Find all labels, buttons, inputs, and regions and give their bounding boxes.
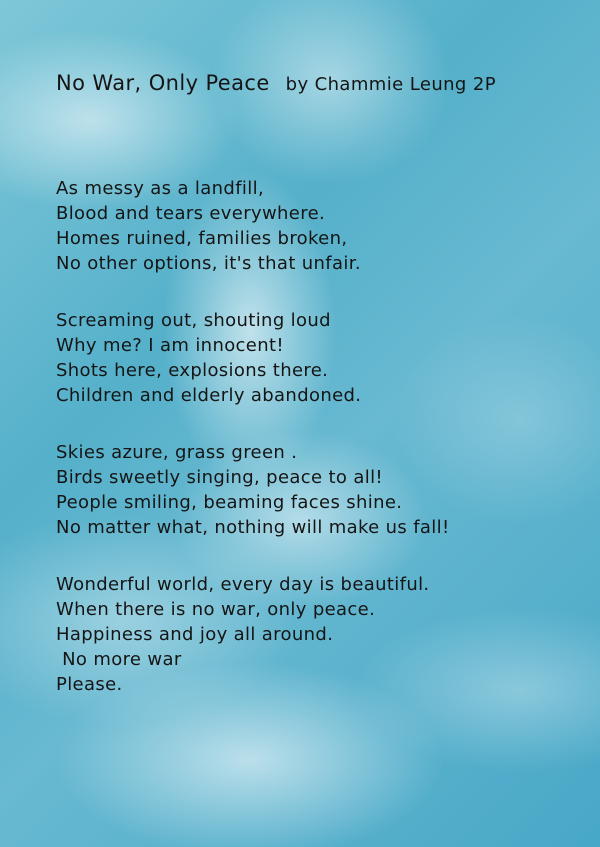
poem-line: Why me? I am innocent! [56, 335, 284, 356]
poem-line: People smiling, beaming faces shine. [56, 492, 403, 513]
stanza-2 [56, 308, 556, 408]
title-row [56, 71, 496, 95]
stanza-4 [56, 572, 556, 697]
poem-line: When there is no war, only peace. [56, 599, 376, 620]
poem-line: As messy as a landfill, [56, 178, 265, 199]
poem-line: Happiness and joy all around. [56, 624, 334, 645]
author-byline: by Chammie Leung 2P [285, 74, 496, 95]
poem-line: No other options, it's that unfair. [56, 253, 361, 274]
poem-line: Homes ruined, families broken, [56, 228, 348, 249]
stanza-1 [56, 176, 556, 276]
poem-line: Shots here, explosions there. [56, 360, 329, 381]
poem-line: Birds sweetly singing, peace to all! [56, 467, 383, 488]
stanza-3 [56, 440, 556, 540]
poem-line: Blood and tears everywhere. [56, 203, 326, 224]
poem-line: Children and elderly abandoned. [56, 385, 362, 406]
poem-body [56, 176, 556, 729]
poem-line: Please. [56, 674, 123, 695]
poem-line: Skies azure, grass green . [56, 442, 298, 463]
poem-title: No War, Only Peace [56, 71, 270, 95]
poem-line: No more war [56, 649, 182, 670]
poem-line: No matter what, nothing will make us fall! [56, 517, 450, 538]
poem-line: Wonderful world, every day is beautiful. [56, 574, 430, 595]
poem-line: Screaming out, shouting loud [56, 310, 331, 331]
